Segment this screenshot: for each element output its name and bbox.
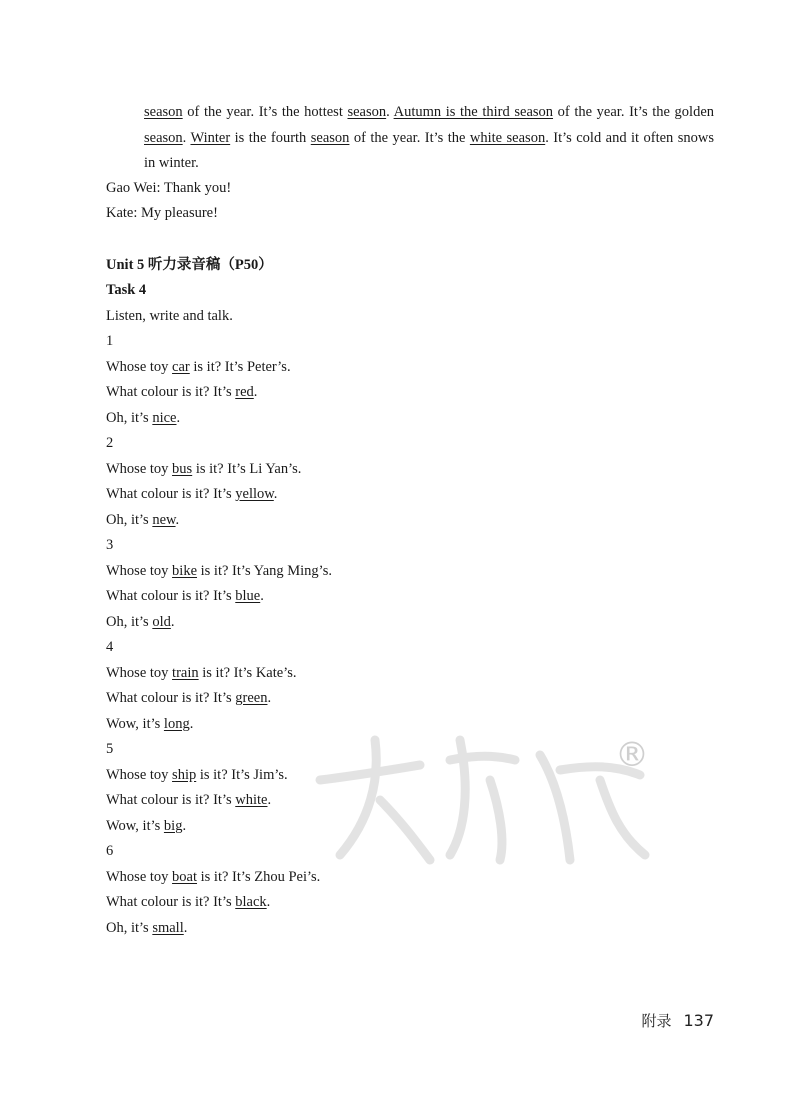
text-run: . <box>170 614 175 630</box>
text-run: Wow, it’s <box>106 818 164 834</box>
item-line <box>106 816 186 836</box>
text-run: of the year. It’s the hottest <box>182 104 348 120</box>
item-line <box>106 561 332 581</box>
answer-blank: Autumn is the third season <box>393 104 554 120</box>
item-line <box>106 586 264 606</box>
item-number: 4 <box>106 639 114 655</box>
text-run: What colour is it? It’s <box>106 588 236 604</box>
answer-blank: nice <box>152 410 177 426</box>
dialogue-line-gao-wei: Gao Wei: Thank you! <box>106 180 232 196</box>
text-run: . It’s cold and it often snows in winter. <box>144 129 714 171</box>
item-line <box>106 688 271 708</box>
text-run: . <box>175 512 180 528</box>
text-run: Oh, it’s <box>106 614 153 630</box>
text-run: Whose toy <box>106 665 173 681</box>
answer-blank: long <box>163 716 190 732</box>
text-run: . <box>273 486 278 502</box>
answer-blank: blue <box>235 588 261 604</box>
text-run: What colour is it? It’s <box>106 690 236 706</box>
answer-blank: red <box>235 384 254 400</box>
text-run: . <box>267 690 272 706</box>
answer-blank: car <box>172 359 190 375</box>
page-footer <box>641 1010 714 1031</box>
text-run: is it? It’s Zhou Pei’s. <box>197 869 321 885</box>
text-run: . <box>176 410 181 426</box>
item-line <box>106 357 291 377</box>
text-run: Whose toy <box>106 563 173 579</box>
answer-blank: small <box>152 920 184 936</box>
item-number: 1 <box>106 333 114 349</box>
unit-heading: Unit 5 听力录音稿（P50） <box>106 257 273 273</box>
text-run: Whose toy <box>106 869 173 885</box>
text-run: is it? It’s Yang Ming’s. <box>197 563 332 579</box>
dialogue-line-kate: Kate: My pleasure! <box>106 205 218 221</box>
text-run: is it? It’s Peter’s. <box>189 359 291 375</box>
answer-blank: train <box>172 665 199 681</box>
item-number: 6 <box>106 843 114 859</box>
text-run: What colour is it? It’s <box>106 384 236 400</box>
answer-blank: yellow <box>235 486 274 502</box>
answer-blank: black <box>235 894 267 910</box>
text-run: What colour is it? It’s <box>106 486 236 502</box>
text-run: . <box>189 716 194 732</box>
item-line <box>106 790 271 810</box>
text-run: Whose toy <box>106 359 173 375</box>
item-number: 5 <box>106 741 114 757</box>
item-number: 2 <box>106 435 114 451</box>
item-line <box>106 663 297 683</box>
answer-blank: season <box>347 104 387 120</box>
text-run: What colour is it? It’s <box>106 792 236 808</box>
seasons-paragraph <box>144 100 714 177</box>
item-line <box>106 510 179 530</box>
item-line <box>106 484 277 504</box>
answer-blank: Winter <box>190 129 231 146</box>
text-run: . <box>260 588 264 604</box>
item-line <box>106 892 270 912</box>
answer-blank: white <box>235 792 268 808</box>
item-line <box>106 867 320 887</box>
task-heading: Task 4 <box>106 282 147 298</box>
registered-mark: ® <box>615 735 649 775</box>
footer-label: 附录 <box>641 1012 672 1030</box>
text-run: . <box>386 104 394 120</box>
answer-blank: season <box>310 129 350 146</box>
text-run: of the year. It’s the <box>349 129 470 146</box>
item-line <box>106 765 288 785</box>
text-run: is it? It’s Kate’s. <box>198 665 297 681</box>
text-run: Oh, it’s <box>106 512 153 528</box>
item-line <box>106 612 174 632</box>
publisher-watermark-logo <box>300 720 660 870</box>
item-line <box>106 408 180 428</box>
text-run: . <box>182 818 187 834</box>
text-run: Oh, it’s <box>106 920 153 936</box>
text-run: Whose toy <box>106 461 173 477</box>
answer-blank: bike <box>172 563 198 579</box>
item-line <box>106 918 187 938</box>
text-run: Oh, it’s <box>106 410 153 426</box>
text-run: is it? It’s Jim’s. <box>196 767 288 783</box>
answer-blank: big <box>163 818 183 834</box>
text-run: of the year. It’s the golden <box>553 104 715 120</box>
answer-blank: season <box>144 104 183 120</box>
item-line <box>106 459 301 479</box>
item-line <box>106 382 257 402</box>
answer-blank: ship <box>172 767 197 783</box>
answer-blank: green <box>235 690 268 706</box>
answer-blank: season <box>144 129 183 146</box>
answer-blank: bus <box>172 461 193 477</box>
text-run: What colour is it? It’s <box>106 894 236 910</box>
item-line <box>106 714 193 734</box>
answer-blank: boat <box>172 869 198 885</box>
text-run: is it? It’s Li Yan’s. <box>192 461 302 477</box>
page-number: 137 <box>683 1011 714 1030</box>
text-run: . <box>183 920 188 936</box>
item-number: 3 <box>106 537 114 553</box>
answer-blank: white season <box>469 129 546 146</box>
text-run: . <box>266 894 271 910</box>
answer-blank: old <box>152 614 171 630</box>
text-run: . <box>182 129 191 146</box>
text-run: . <box>253 384 258 400</box>
text-run: is the fourth <box>230 129 311 146</box>
answer-blank: new <box>152 512 176 528</box>
text-run: . <box>267 792 272 808</box>
text-run: Whose toy <box>106 767 173 783</box>
instruction: Listen, write and talk. <box>106 308 233 324</box>
text-run: Wow, it’s <box>106 716 164 732</box>
